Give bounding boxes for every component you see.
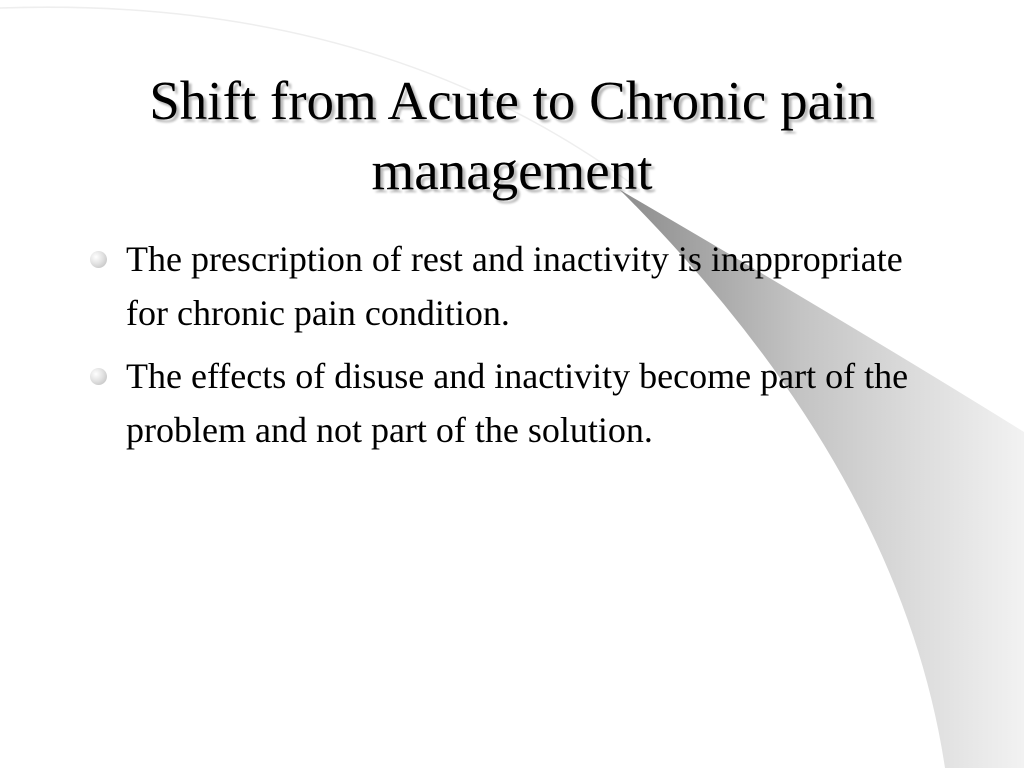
bullet-icon xyxy=(90,251,107,268)
bullet-text: The effects of disuse and inactivity become part of the problem and not part of the solution. xyxy=(126,356,909,450)
bullet-list xyxy=(90,232,950,466)
bullet-text: The prescription of rest and inactivity is inappropriate for chronic pain condition. xyxy=(126,239,903,333)
bullet-item xyxy=(90,232,950,340)
bullet-icon xyxy=(90,368,107,385)
bullet-item xyxy=(90,349,950,457)
slide-title: Shift from Acute to Chronic pain management xyxy=(149,70,875,201)
